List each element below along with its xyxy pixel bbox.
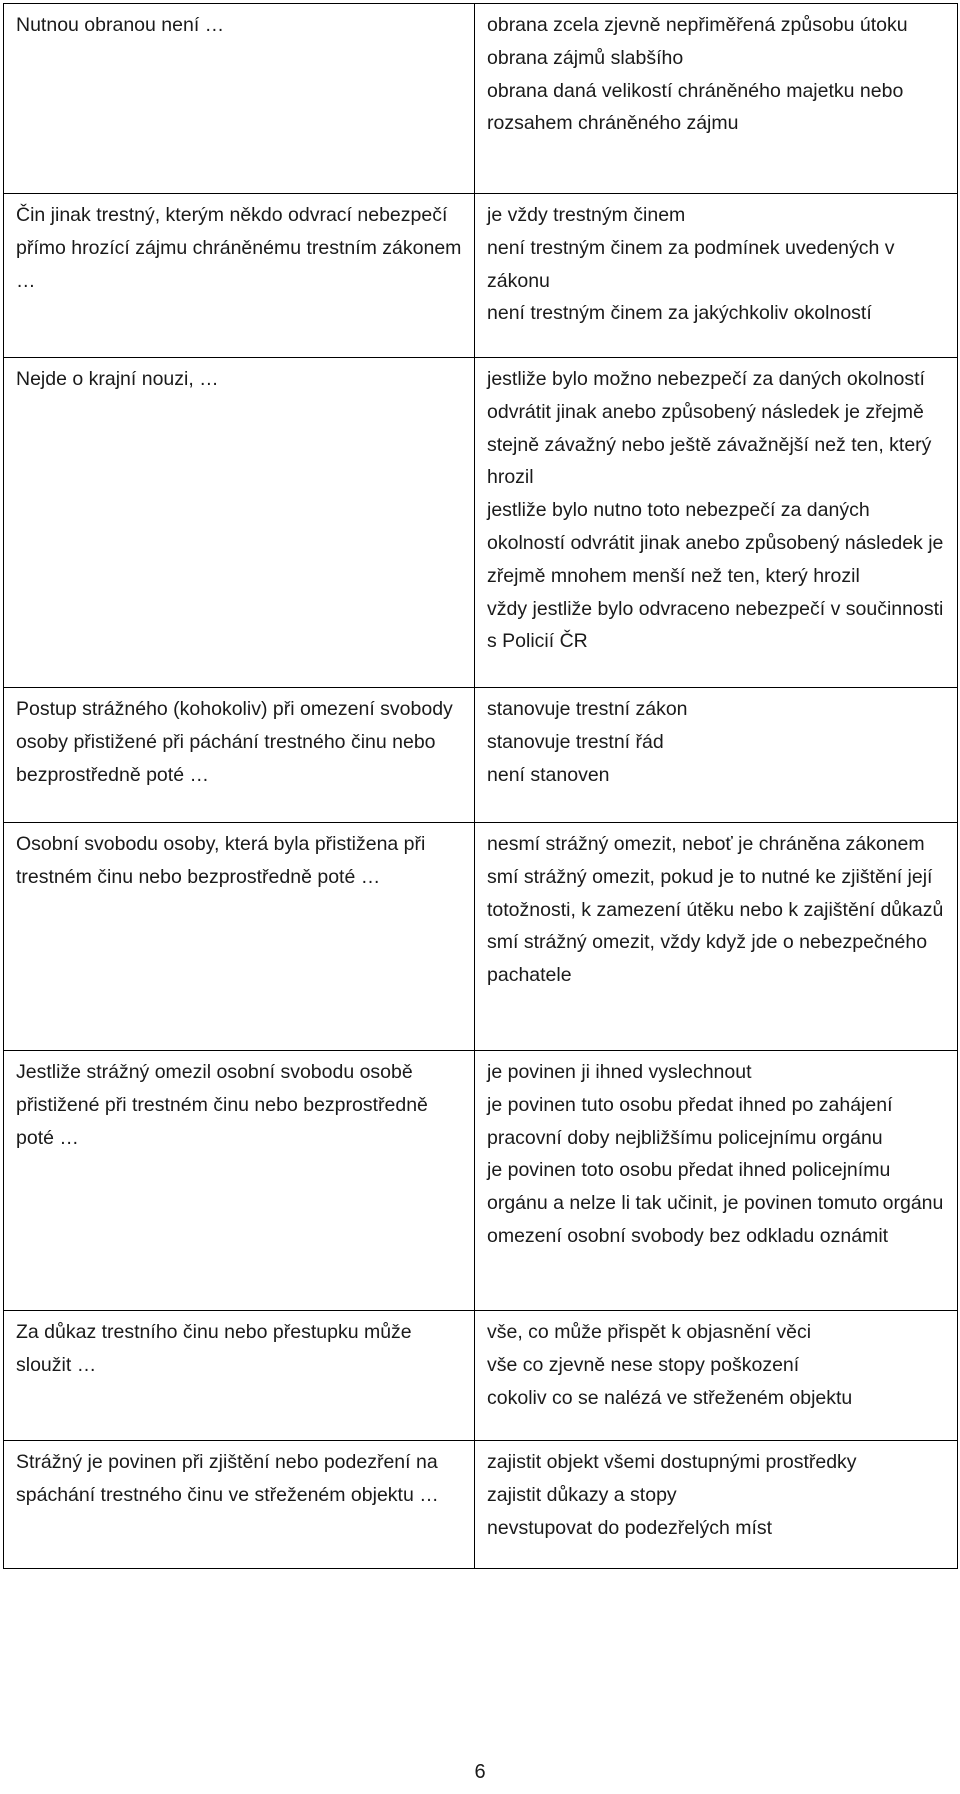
answers-2 — [475, 194, 958, 358]
answer-6c: je povinen toto osobu předat ihned policejnímu orgánu a nelze li tak učinit, je povinen tomuto orgánu omezení osobní svobody bez odkladu oznámit — [487, 1159, 944, 1247]
answer-7c: cokoliv co se nalézá ve střeženém objektu — [487, 1386, 853, 1409]
answers-6 — [475, 1051, 958, 1311]
answer-6b: je povinen tuto osobu předat ihned po zahájení pracovní doby nejbližšímu policejnímu orgánu — [487, 1093, 893, 1149]
answer-4b: stanovuje trestní řád — [487, 730, 664, 753]
question-1: Nutnou obranou není … — [4, 4, 475, 194]
question-row-1 — [4, 4, 958, 194]
answer-8a: zajistit objekt všemi dostupnými prostředky — [487, 1451, 857, 1473]
answers-7 — [475, 1311, 958, 1441]
answers-1 — [475, 4, 958, 194]
answer-6a: je povinen ji ihned vyslechnout — [487, 1061, 752, 1083]
answers-3 — [475, 358, 958, 688]
answer-5b: smí strážný omezit, pokud je to nutné ke zjištění její totožnosti, k zamezení útěku nebo k zajištění důkazů — [487, 865, 944, 921]
answer-1b: obrana zájmů slabšího — [487, 46, 684, 69]
answer-4a: stanovuje trestní zákon — [487, 698, 688, 720]
answers-8 — [475, 1441, 958, 1569]
answer-1a: obrana zcela zjevně nepřiměřená způsobu útoku — [487, 14, 908, 36]
question-3: Nejde o krajní nouzi, … — [4, 358, 475, 688]
question-5: Osobní svobodu osoby, která byla přistižena při trestném činu nebo bezprostředně poté … — [4, 823, 475, 1051]
answer-3b: jestliže bylo nutno toto nebezpečí za daných okolností odvrátit jinak anebo způsobený následek je zřejmě mnohem menší než ten, který hrozil — [487, 499, 944, 587]
question-8: Strážný je povinen při zjištění nebo podezření na spáchání trestného činu ve střeženém objektu … — [4, 1441, 475, 1569]
question-7: Za důkaz trestního činu nebo přestupku může sloužit … — [4, 1311, 475, 1441]
answer-2c: není trestným činem za jakýchkoliv okolností — [487, 302, 872, 325]
question-4: Postup strážného (kohokoliv) při omezení svobody osoby přistižené při páchání trestného činu nebo bezprostředně poté … — [4, 688, 475, 823]
answer-1c: obrana daná velikostí chráněného majetku nebo rozsahem chráněného zájmu — [487, 79, 904, 135]
answers-4 — [475, 688, 958, 823]
answer-3a: jestliže bylo možno nebezpečí za daných okolností odvrátit jinak anebo způsobený následek je zřejmě stejně závažný nebo ještě závažnější než ten, který hrozil — [487, 368, 932, 489]
page-number: 6 — [474, 1761, 486, 1783]
answer-3c: vždy jestliže bylo odvraceno nebezpečí v součinnosti s Policií ČR — [487, 597, 944, 653]
answer-2a: je vždy trestným činem — [487, 204, 686, 226]
answer-7a: vše, co může přispět k objasnění věci — [487, 1321, 812, 1343]
answer-5c: smí strážný omezit, vždy když jde o nebezpečného pachatele — [487, 931, 928, 987]
answer-4c: není stanoven — [487, 763, 610, 786]
answers-5 — [475, 823, 958, 1051]
question-6: Jestliže strážný omezil osobní svobodu osobě přistižené při trestném činu nebo bezprostředně poté … — [4, 1051, 475, 1311]
question-row-5 — [4, 823, 958, 1051]
question-row-8 — [4, 1441, 958, 1569]
answer-2b: není trestným činem za podmínek uvedených v zákonu — [487, 236, 895, 292]
question-row-2 — [4, 194, 958, 358]
question-2: Čin jinak trestný, kterým někdo odvrací nebezpečí přímo hrozící zájmu chráněnému trestním zákonem … — [4, 194, 475, 358]
answer-8b: zajistit důkazy a stopy — [487, 1483, 677, 1506]
answer-8c: nevstupovat do podezřelých míst — [487, 1516, 773, 1539]
answer-7b: vše co zjevně nese stopy poškození — [487, 1353, 800, 1376]
question-row-7 — [4, 1311, 958, 1441]
question-row-3 — [4, 358, 958, 688]
question-table — [3, 3, 958, 1569]
question-row-6 — [4, 1051, 958, 1311]
question-row-4 — [4, 688, 958, 823]
answer-5a: nesmí strážný omezit, neboť je chráněna zákonem — [487, 833, 925, 855]
